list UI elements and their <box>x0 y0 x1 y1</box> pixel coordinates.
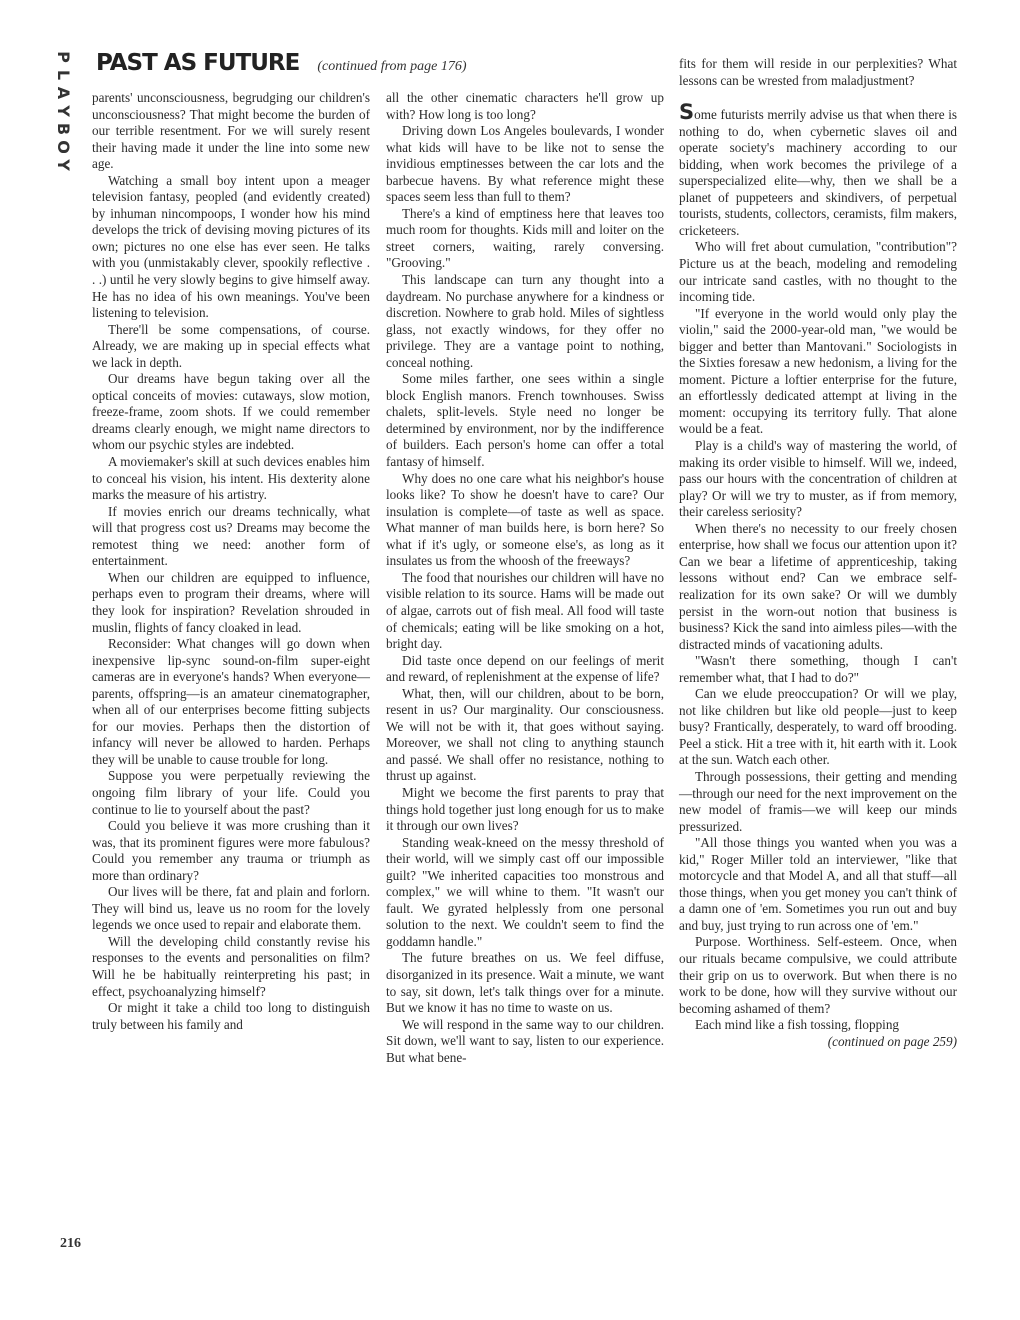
paragraph: Our dreams have begun taking over all the optical conceits of movies: cutaways, slow motion, freeze-frame, zoom shots. If we could remember dreams clearly enough, we might name directors to whom our psychic styles are indebted. <box>92 371 370 453</box>
paragraph: fits for them will reside in our perplexities? What lessons can be wrested from maladjustment? <box>679 56 957 88</box>
paragraph: Who will fret about cumulation, "contribution"? Picture us at the beach, modeling and remodeling our intricate sand castles, with no thought to the incoming tide. <box>679 239 957 305</box>
paragraph: The food that nourishes our children will have no visible relation to its source. Hams will be made out of algae, carrots out of fish meal. All food will taste of chemicals; eating will be like smoking on a hot, bright day. <box>386 569 664 652</box>
paragraph: There's a kind of emptiness here that leaves too much room for thoughts. Kids mill and loiter on the street corners, waiting, rarely conversing. "Grooving." <box>386 205 664 271</box>
continuation-note: (continued from page 176) <box>317 59 467 74</box>
paragraph: Watching a small boy intent upon a meager television fantasy, peopled (and evidently created) by inhuman nincompoops, I wonder how his mind develops the trick of devising moving pictures of its own; pictures no one else has ever seen. He talks with you (unmistakably clever, spookily reflective . . .) until he very slowly begins to give himself away. He has no idea of his own meanings. You've been listening to television. <box>92 172 370 321</box>
paragraph: Did taste once depend on our feelings of merit and reward, of replenishment at the expense of life? <box>386 652 664 685</box>
paragraph: Driving down Los Angeles boulevards, I wonder what kids will have to be like not to sense the invidious emptinesses between the car lots and the barbecue havens. By what reference might these spaces seem less than full to them? <box>386 123 664 205</box>
text-column-2 <box>386 90 664 1066</box>
sidebar-letter: Y <box>54 159 73 171</box>
paragraph: Could you believe it was more crushing than it was, that its prominent figures were more fabulous? Could you remember any trauma or triumph as more than ordinary? <box>92 818 370 883</box>
paragraph: We will respond in the same way to our children. Sit down, we'll want to say, listen to our experience. But what bene- <box>386 1016 664 1065</box>
paragraph: "Wasn't there something, though I can't remember what, that I had to do?" <box>679 653 957 685</box>
paragraph: "If everyone in the world would only play the violin," said the 2000-year-old man, "we would be bigger and better than Mantovani." Sociologists in the Sixties foresaw a new hedonism, a living for the moment. Picture a loftier enterprise for the future, an effortlessly dedicated attempt at living in the moment: occupying its territory fully. That alone would be a feat. <box>679 305 957 437</box>
paragraph: Why does no one care what his neighbor's house looks like? To show he doesn't have to care? Our insulation is complete—of taste as well as space. What manner of man builds here, is born here? So what if it's ugly, or someone else's, as long as it insulates us from the whoosh of the freeways? <box>386 470 664 569</box>
paragraph: When there's no necessity to our freely chosen enterprise, how shall we focus our attention upon it? Can we bear a lifetime of apprenticeship, taking lessons without end? Can we embrace self-realization for its own sake? Or will we dumbly persist in the worn-out notion that business is business? Kick the sand into aimless piles—with the distracted minds of vacationing adults. <box>679 520 957 652</box>
article-header <box>96 50 467 84</box>
paragraph: Our lives will be there, fat and plain and forlorn. They will bind us, leave us no room for the lovely legends we once used to repair and elaborate them. <box>92 884 370 933</box>
paragraph: Purpose. Worthiness. Self-esteem. Once, when our rituals became compulsive, we could attribute their grip on us to overwork. But when there is no work to be done, how will they survive without our becoming ashamed of them? <box>679 934 957 1016</box>
paragraph: parents' unconsciousness, begrudging our children's unconsciousness? That might become the burden of our terrible resentment. For we will surely resent their having made it under the line into some new age. <box>92 90 370 172</box>
paragraph: When our children are equipped to influence, perhaps even to program their dreams, where will they look for inspiration? Revelation shrouded in muslin, flights of fancy cloaked in lead. <box>92 569 370 635</box>
paragraph: Might we become the first parents to pray that things hold together just long enough for us to make it through our own lives? <box>386 784 664 834</box>
section-opening-text: ome futurists merrily advise us that when there is nothing to do, when cybernetic slaves oil and operate society's machinery according to our bidding, when work becomes the privilege of a superspecialized elite—why, then we shall be a planet of puppeteers and skindivers, of perpetual tourists, students, collectors, ceramists, film makers, cricketeers. <box>679 107 957 238</box>
paragraph: Through possessions, their getting and mending—through our need for the next improvement on the new model of framis—we will keep our minds pressurized. <box>679 768 957 834</box>
paragraph: all the other cinematic characters he'll grow up with? How long is too long? <box>386 90 664 122</box>
sidebar-letter: B <box>53 122 73 136</box>
article-title: PAST AS FUTURE <box>96 50 300 76</box>
paragraph: Can we elude preoccupation? Or will we play, not like children but like old people—just to keep busy? Frantically, desperately, to ward off brooding. Peel a stick. Hit a tree with it, hit earth with it. Look at the sun. Watch each other. <box>679 686 957 768</box>
paragraph: Standing weak-kneed on the messy threshold of their world, will we simply cast off our impossible guilt? "We inherited capacities too monstrous and complex," we will whine to them. "It wasn't our fault. We gyrated helplessly from one personal solution to the next. We couldn't seem to find the goddamn handle." <box>386 834 664 949</box>
paragraph: There'll be some compensations, of course. Already, we are making up in special effects what we lack in depth. <box>92 321 370 370</box>
text-column-1 <box>92 90 370 1033</box>
sidebar-letter: P <box>53 51 73 63</box>
sidebar-letter: L <box>53 69 73 81</box>
sidebar-letter: A <box>53 86 73 100</box>
paragraph: Play is a child's way of mastering the world, of making its order visible to himself. Will we, indeed, pass our hours with the concentration of children at play? Or will we try to muster, as if from memory, their careless seriosity? <box>679 438 957 520</box>
paragraph: If movies enrich our dreams technically, what will that progress cost us? Dreams may become the remotest thing we need: another form of entertainment. <box>92 503 370 569</box>
magazine-sidebar <box>52 48 74 174</box>
paragraph: Or might it take a child too long to distinguish truly between his family and <box>92 1000 370 1032</box>
drop-cap: S <box>679 100 695 125</box>
paragraph: Reconsider: What changes will go down when inexpensive lip-sync sound-on-film super-eight cameras are in everyone's hands? When everyone—parents, offspring—is an amateur cinematographer, when all of our enterprises become fitting subjects for our movies. Perhaps then the distortion of infancy will never be allowed to harden. Perhaps they will be unable to cause trouble for long. <box>92 636 370 767</box>
text-column-3 <box>679 56 957 1050</box>
paragraph: Some miles farther, one sees within a single block English manors. French townhouses. Swiss chalets, split-levels. Style need no longer be determined by environment, nor by the indifference of builders. Each person's home can offer a total fantasy of himself. <box>386 371 664 470</box>
paragraph: What, then, will our children, about to be born, resent in us? Our marginality. Our consciousness. We will not be with it, that goes without saying. Moreover, we shall not cling to anything staunch and passé. We shall offer no resistance, nothing to thrust up against. <box>386 685 664 784</box>
paragraph: A moviemaker's skill at such devices enables him to conceal his vision, his intent. His dexterity alone marks the measure of his artistry. <box>92 454 370 503</box>
paragraph: This landscape can turn any thought into a daydream. No purchase anywhere for a kindness or discretion. Nowhere to grab hold. Miles of sightless glass, not exactly windows, for they offer no privilege. They are a vantage point to nothing, conceal nothing. <box>386 272 664 370</box>
continued-note: (continued on page 259) <box>827 1033 957 1049</box>
section-opening <box>679 100 957 239</box>
paragraph: Each mind like a fish tossing, flopping <box>695 1017 900 1033</box>
paragraph: "All those things you wanted when you was a kid," Roger Miller told an interviewer, "like that motorcycle and that Model A, and all that stuff—all those things, when you get money you can't think of a damn one of 'em. Sometimes you run out and buy and buy, just trying to run across one of 'em." <box>679 835 957 933</box>
paragraph: Suppose you were perpetually reviewing the ongoing film library of your life. Could you continue to lie to yourself about the past? <box>92 768 370 817</box>
paragraph: The future breathes on us. We feel diffuse, disorganized in its presence. Wait a minute, we want to say, sit down, let's talk things over for a minute. But we know it has no time to waste on us. <box>386 950 664 1016</box>
page-number: 216 <box>60 1236 81 1251</box>
sidebar-letter: O <box>53 140 73 154</box>
paragraph: Will the developing child constantly revise his responses to the events and personalities on film? Will he be habitually reinterpreting his past; in effect, psychoanalyzing himself? <box>92 933 370 999</box>
sidebar-letter: Y <box>54 105 73 117</box>
